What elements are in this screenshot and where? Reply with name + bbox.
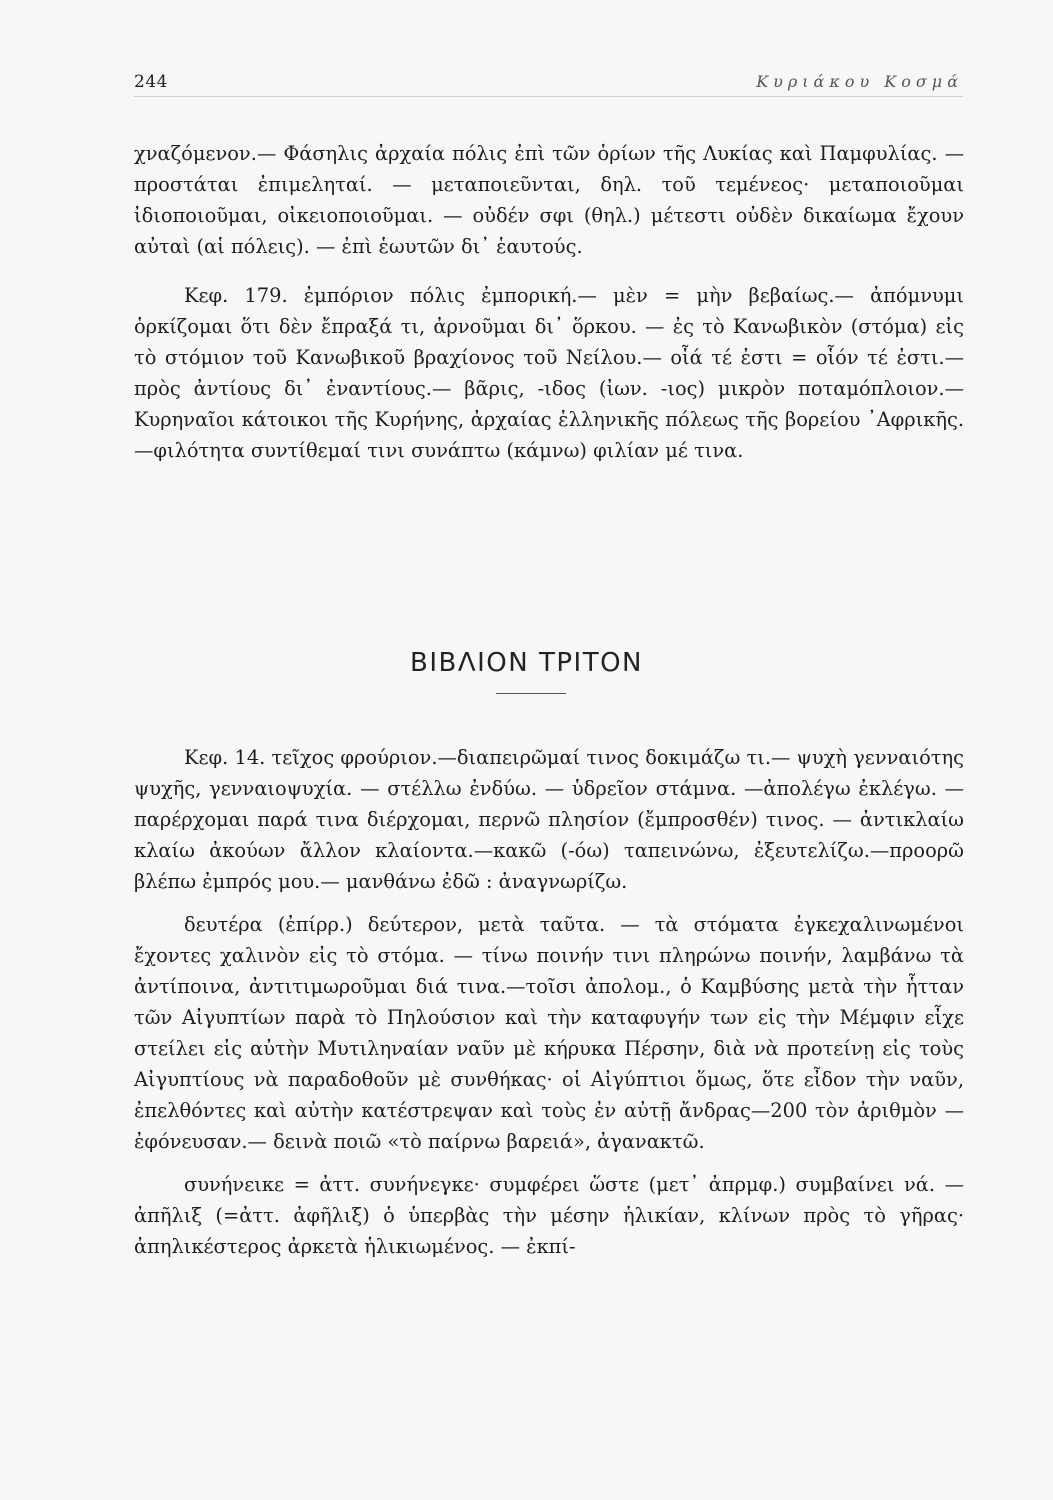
paragraph: δευτέρα (ἐπίρρ.) δεύτερον, μετὰ ταῦτα. — τὰ στόματα ἐγκεχαλινωμένοι ἔχοντες χαλινὸν εἰς τὸ στόμα. — τίνω ποινήν τινι πληρώνω ποινήν, λαμβάνω τὰ ἀντίποινα, ἀντιτιμωροῦμαι διά τινα.—τοῖσι ἀπολομ., ὁ Καμβύσης μετὰ τὴν ἧτταν τῶν Αἰγυπτίων παρὰ τὸ Πηλούσιον καὶ τὴν καταφυγήν των εἰς τὴν Μέμφιν εἶχε στείλει εἰς αὐτὴν Μυτιληναίαν ναῦν μὲ κήρυκα Πέρσην, διὰ νὰ προτείνῃ εἰς τοὺς Αἰγυπτίους νὰ παραδοθοῦν μὲ συνθήκας· οἱ Αἰγύπτιοι ὅμως, ὅτε εἶδον τὴν ναῦν, ἐπελθόντες καὶ αὐτὴν κατέστρεψαν καὶ τοὺς ἐν αὐτῇ ἄνδρας—200 τὸν ἀριθμὸν — ἐφόνευσαν.— δεινὰ ποιῶ «τὸ παίρνω βαρειά», ἀγανακτῶ.	[134, 913, 964, 1153]
commentary-block-book-two	[134, 138, 964, 466]
paragraph: Κεφ. 179. ἐμπόριον πόλις ἐμπορική.— μὲν = μὴν βεβαίως.— ἀπόμνυμι ὁρκίζομαι ὅτι δὲν ἔπραξά τι, ἀρνοῦμαι δι᾽ ὅρκου. — ἐς τὸ Κανωβικὸν (στόμα) εἰς τὸ στόμιον τοῦ Κανωβικοῦ βραχίονος τοῦ Νείλου.— οἷά τέ ἐστι = οἷόν τέ ἐστι.— πρὸς ἀντίους δι᾽ ἐναντίους.— βᾶρις, -ιδος (ἰων. -ιος) μικρὸν ποταμόπλοιον.—Κυρηναῖοι κάτοικοι τῆς Κυρήνης, ἀρχαίας ἑλληνικῆς πόλεως τῆς βορείου ᾿Αφρικῆς.—φιλότητα συντίθεμαί τινι συνάπτω (κάμνω) φιλίαν μέ τινα.	[134, 284, 964, 462]
paragraph: Κεφ. 14. τεῖχος φρούριον.—διαπειρῶμαί τινος δοκιμάζω τι.— ψυχὴ γενναιότης ψυχῆς, γενναιοψυχία. — στέλλω ἐνδύω. — ὑδρεῖον στάμνα. —ἀπολέγω ἐκλέγω. — παρέρχομαι παρά τινα διέρχομαι, περνῶ πλησίον (ἔμπροσθέν) τινος. — ἀντικλαίω κλαίω ἀκούων ἄλλον κλαίοντα.—κακῶ (-όω) ταπεινώνω, ἐξευτελίζω.—προορῶ βλέπω ἐμπρός μου.— μανθάνω ἐδῶ : ἀναγνωρίζω.	[134, 746, 964, 893]
book-title: ΒΙΒΛΙΟΝ ΤΡΙΤΟΝ	[410, 648, 643, 678]
page-header	[134, 72, 963, 97]
paragraph: συνήνεικε = ἀττ. συνήνεγκε· συμφέρει ὥστε (μετ᾽ ἀπρμφ.) συμβαίνει νά. — ἀπῆλιξ (=ἀττ. ἀφῆλιξ) ὁ ὑπερβὰς τὴν μέσην ἡλικίαν, κλίνων πρὸς τὸ γῆρας· ἀπηλικέστερος ἀρκετὰ ἡλικιωμένος. — ἐκπί-	[134, 1173, 964, 1258]
paragraph: χναζόμενον.— Φάσηλις ἀρχαία πόλις ἐπὶ τῶν ὁρίων τῆς Λυκίας καὶ Παμφυλίας. — προστάται ἐπιμεληταί. — μεταποιεῦνται, δηλ. τοῦ τεμένεος· μεταποιοῦμαι ἰδιοποιοῦμαι, οἰκειοποιοῦμαι. — οὐδέν σφι (θηλ.) μέτεστι οὐδὲν δικαίωμα ἔχουν αὐταὶ (αἱ πόλεις). — ἐπὶ ἑωυτῶν δι᾽ ἑαυτούς.	[134, 142, 964, 258]
commentary-block-book-three	[134, 742, 964, 1262]
running-head: Κυριάκου Κοσμά	[756, 72, 963, 91]
page-number: 244	[134, 72, 168, 92]
title-divider	[496, 693, 566, 694]
